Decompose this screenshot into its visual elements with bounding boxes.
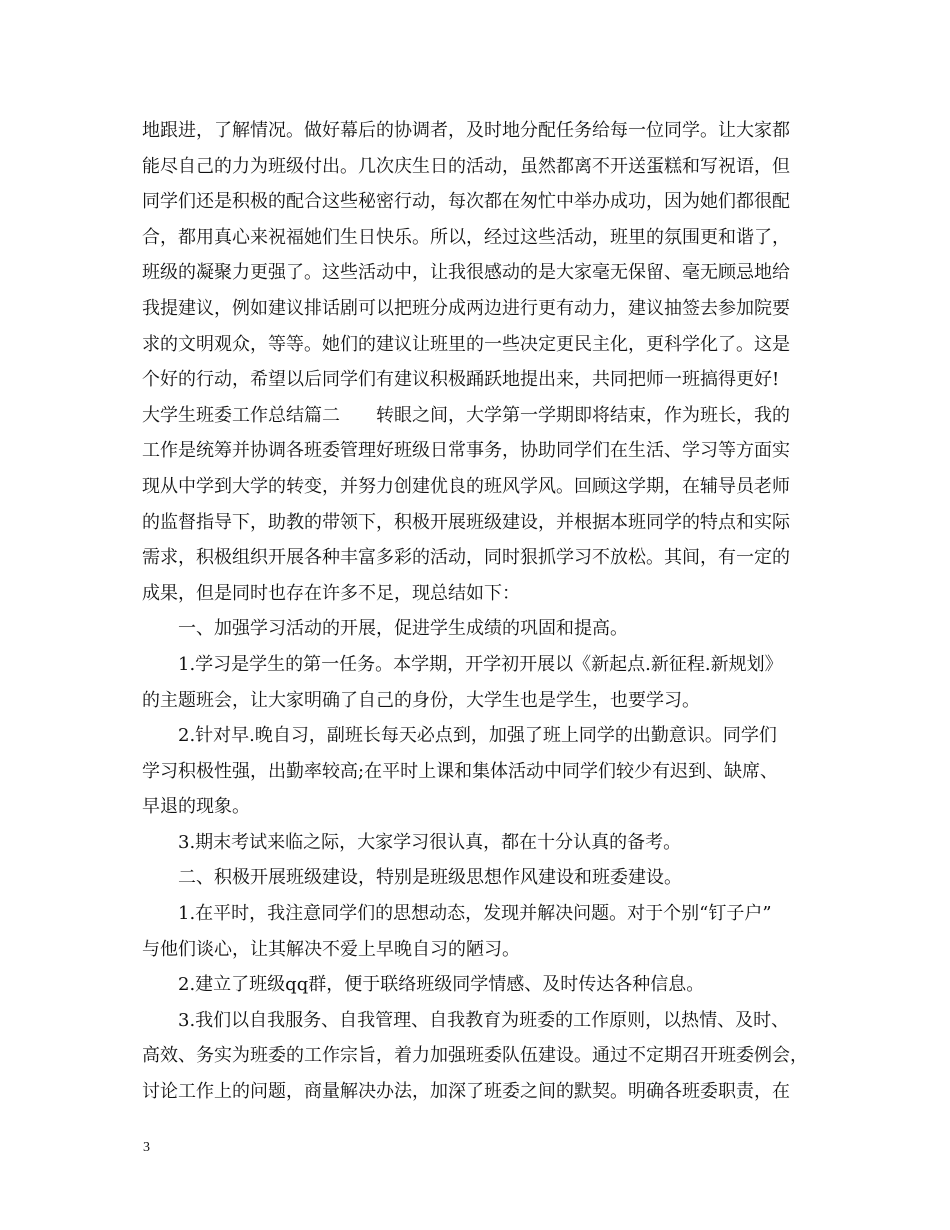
text-line: 需求，积极组织开展各种丰富多彩的活动，同时狠抓学习不放松。其间，有一定的 [142,547,790,569]
section-heading: 二、积极开展班级建设，特别是班级思想作风建设和班委建设。 [178,867,682,889]
text-line: 我提建议，例如建议排话剧可以把班分成两边进行更有动力，建议抽签去参加院要 [142,297,790,319]
text-line: 与他们谈心，让其解决不爱上早晚自习的陋习。 [142,938,520,960]
list-item: 3.我们以自我服务、自我管理、自我教育为班委的工作原则，以热情、及时、 [178,1009,790,1031]
list-item: 1.在平时，我注意同学们的思想动态，发现并解决问题。对于个别“钉子户” [178,903,772,925]
text-line: 大学生班委工作总结篇二 转眼之间，大学第一学期即将结束，作为班长，我的 [142,404,790,426]
body-text [142,113,832,1110]
text-line: 班级的凝聚力更强了。这些活动中，让我很感动的是大家毫无保留、毫无顾忌地给 [142,262,790,284]
text-line: 现从中学到大学的转变，并努力创建优良的班风学风。回顾这学期，在辅导员老师 [142,475,790,497]
text-line: 的监督指导下，助教的带领下，积极开展班级建设，并根据本班同学的特点和实际 [142,511,790,533]
list-item: 2.针对早.晚自习，副班长每天必点到，加强了班上同学的出勤意识。同学们 [178,725,777,747]
text-line: 地跟进，了解情况。做好幕后的协调者，及时地分配任务给每一位同学。让大家都 [142,120,790,141]
text-line: 能尽自己的力为班级付出。几次庆生日的活动，虽然都离不开送蛋糕和写祝语，但 [142,155,790,177]
section-heading: 一、加强学习活动的开展，促进学生成绩的巩固和提高。 [178,618,628,640]
text-line: 求的文明观众，等等。她们的建议让班里的一些决定更民主化，更科学化了。这是 [142,333,790,355]
text-line: 合，都用真心来祝福她们生日快乐。所以，经过这些活动，班里的氛围更和谐了， [142,226,790,248]
list-item: 3.期末考试来临之际，大家学习很认真，都在十分认真的备考。 [178,831,682,853]
list-item: 2.建立了班级qq群，便于联络班级同学情感、及时传达各种信息。 [178,974,705,996]
list-item: 1.学习是学生的第一任务。本学期，开学初开展以《新起点.新征程.新规划》 [178,653,783,675]
text-line: 讨论工作上的问题，商量解决办法，加深了班委之间的默契。明确各班委职责，在 [142,1081,790,1103]
text-line: 同学们还是积极的配合这些秘密行动，每次都在匆忙中举办成功，因为她们都很配 [142,191,790,213]
text-line: 个好的行动，希望以后同学们有建议积极踊跃地提出来，共同把师一班搞得更好! [142,369,780,391]
text-line: 学习积极性强，出勤率较高;在平时上课和集体活动中同学们较少有迟到、缺席、 [142,760,779,782]
page-number: 3 [143,1140,150,1155]
text-line: 工作是统筹并协调各班委管理好班级日常事务，协助同学们在生活、学习等方面实 [142,440,790,462]
text-line: 早退的现象。 [142,796,250,818]
text-line: 高效、务实为班委的工作宗旨，着力加强班委队伍建设。通过不定期召开班委例会， [142,1045,808,1067]
text-line: 成果，但是同时也存在许多不足，现总结如下： [142,582,520,604]
text-line: 的主题班会，让大家明确了自己的身份，大学生也是学生，也要学习。 [142,689,700,711]
